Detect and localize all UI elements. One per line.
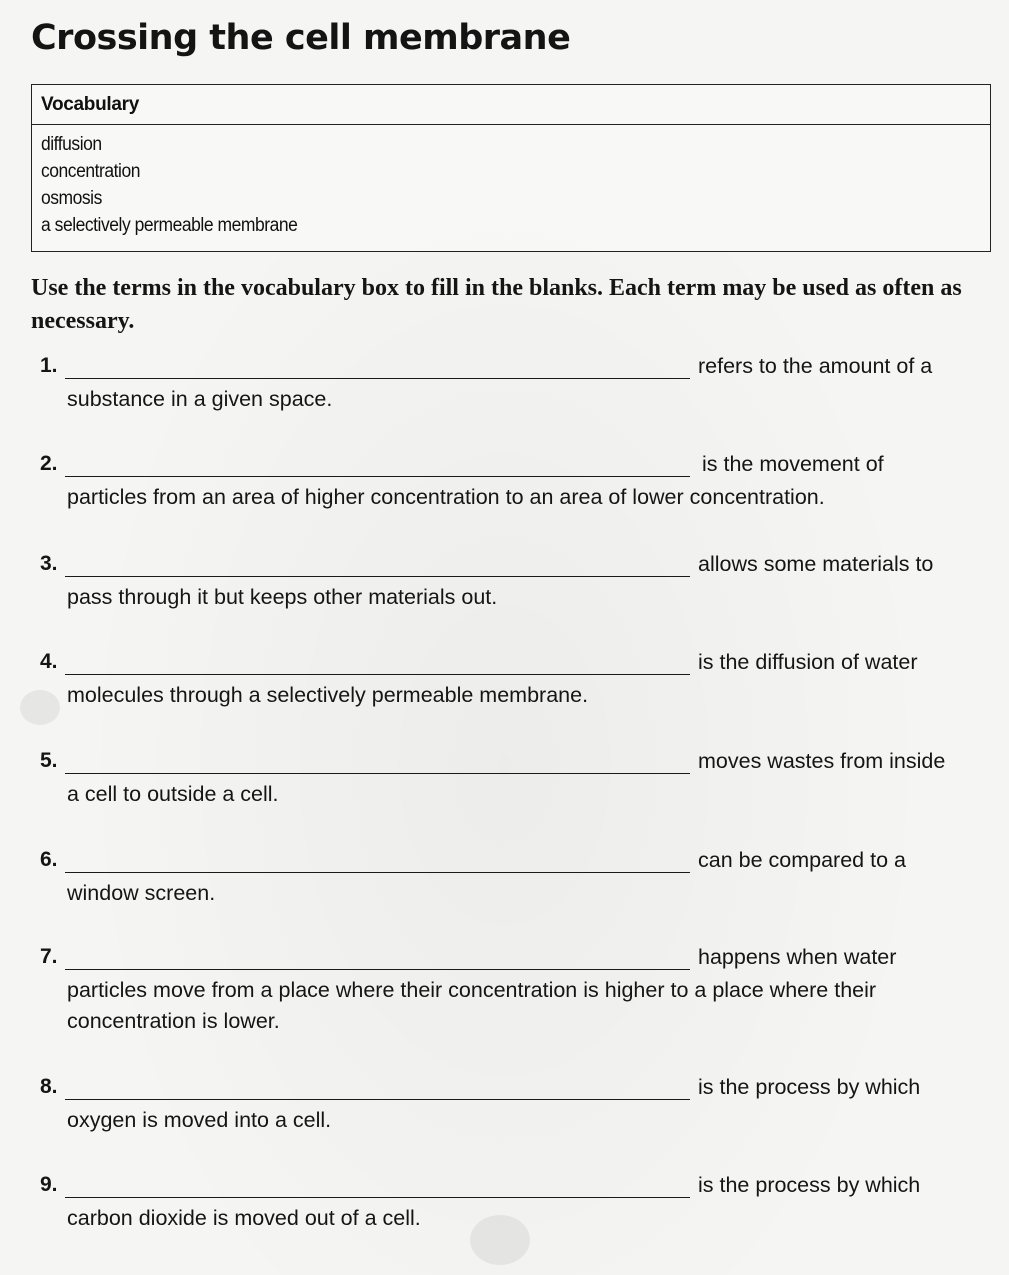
scan-artifact — [20, 690, 60, 725]
question-lead-text: can be compared to a — [698, 848, 906, 872]
answer-blank[interactable] — [65, 872, 690, 873]
vocabulary-term: diffusion — [41, 134, 102, 155]
question-lead-text: is the process by which — [698, 1173, 921, 1197]
vocabulary-term: osmosis — [41, 188, 102, 209]
question-item — [40, 1073, 995, 1136]
answer-blank[interactable] — [65, 1197, 690, 1198]
answer-blank[interactable] — [65, 674, 690, 675]
question-lead-text: is the diffusion of water — [698, 650, 918, 674]
question-item — [40, 846, 995, 909]
question-item — [40, 747, 995, 810]
question-lead-text: is the movement of — [702, 452, 884, 476]
question-continuation: window screen. — [67, 881, 216, 905]
question-item — [40, 450, 995, 513]
vocabulary-term: a selectively permeable membrane — [41, 215, 298, 236]
question-continuation: carbon dioxide is moved out of a cell. — [67, 1206, 421, 1230]
question-number: 8. — [40, 1075, 58, 1098]
question-continuation: particles from an area of higher concentration to an area of lower concentration. — [67, 485, 825, 509]
question-lead-text: refers to the amount of a — [698, 354, 933, 378]
instructions: Use the terms in the vocabulary box to fill in the blanks. Each term may be used as often as necessary. — [31, 275, 962, 334]
question-number: 6. — [40, 848, 58, 871]
question-number: 3. — [40, 552, 58, 575]
question-number: 5. — [40, 749, 58, 772]
answer-blank[interactable] — [65, 378, 690, 379]
question-continuation: particles move from a place where their concentration is higher to a place where their concentration is lower. — [67, 978, 877, 1033]
question-lead-text: happens when water — [698, 945, 897, 969]
question-number: 2. — [40, 452, 58, 475]
vocabulary-heading: Vocabulary — [32, 85, 990, 125]
question-continuation: molecules through a selectively permeable membrane. — [67, 683, 589, 707]
question-continuation: pass through it but keeps other materials out. — [67, 585, 498, 609]
question-item — [40, 550, 995, 613]
answer-blank[interactable] — [65, 476, 690, 477]
question-number: 7. — [40, 945, 58, 968]
answer-blank[interactable] — [65, 969, 690, 970]
vocabulary-list — [32, 125, 990, 239]
answer-blank[interactable] — [65, 1099, 690, 1100]
question-lead-text: is the process by which — [698, 1075, 921, 1099]
question-number: 9. — [40, 1173, 58, 1196]
question-continuation: substance in a given space. — [67, 387, 333, 411]
vocabulary-term: concentration — [41, 161, 140, 182]
question-number: 4. — [40, 650, 58, 673]
question-continuation: oxygen is moved into a cell. — [67, 1108, 332, 1132]
question-item — [40, 352, 995, 415]
worksheet-title: Crossing the cell membrane — [31, 18, 571, 58]
answer-blank[interactable] — [65, 773, 690, 774]
question-lead-text: moves wastes from inside — [698, 749, 946, 773]
question-item — [40, 648, 995, 711]
question-continuation: a cell to outside a cell. — [67, 782, 279, 806]
question-number: 1. — [40, 354, 58, 377]
question-item — [40, 943, 995, 1037]
answer-blank[interactable] — [65, 576, 690, 577]
vocabulary-box — [31, 84, 991, 252]
question-lead-text: allows some materials to — [698, 552, 934, 576]
scan-artifact — [470, 1215, 530, 1265]
